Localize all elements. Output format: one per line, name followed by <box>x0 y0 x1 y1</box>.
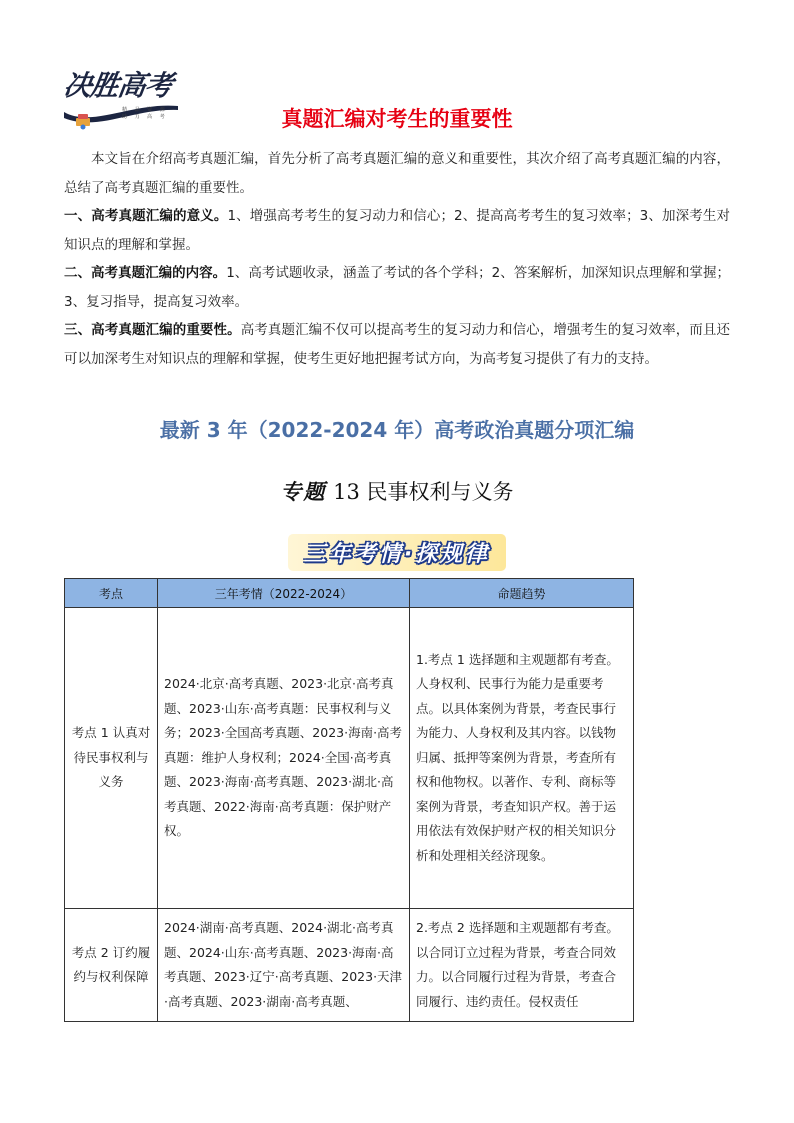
topic-prefix: 专题 <box>280 479 327 504</box>
intro-paragraph: 本文旨在介绍高考真题汇编，首先分析了高考真题汇编的意义和重要性，其次介绍了高考真题汇编的内容，总结了高考真题汇编的重要性。 <box>64 151 730 196</box>
section-body: 1、高考试题收录，涵盖了考试的各个学科；2、答案解析，加深知识点理解和掌握；3、复习指导，提高复习效率。 <box>64 265 730 310</box>
topic-title <box>0 476 794 506</box>
exam-analysis-table <box>64 578 634 1022</box>
section-meaning <box>64 202 730 259</box>
topic-name: 民事权利与义务 <box>366 480 514 504</box>
logo-text: 决胜高考 <box>61 69 175 102</box>
years-cell: 2024·北京·高考真题、2023·北京·高考真题、2023·山东·高考真题：民事权利与义务；2023·全国高考真题、2023·海南·高考真题：维护人身权利；2024·全国·高考真题、2023·海南·高考真题、2023·湖北·高考真题、2022·海南·高考真题：保护财产权。 <box>158 608 410 909</box>
banner-label: 三年考情·探规律 <box>288 534 506 571</box>
header-years: 三年考情（2022-2024） <box>158 579 410 608</box>
trend-cell: 1.考点 1 选择题和主观题都有考查。人身权利、民事行为能力是重要考点。以具体案例为背景，考查民事行为能力、人身权利及其内容。以钱物归属、抵押等案例为背景，考查所有权和他物权。以著作、专利、商标等案例为背景，考查知识产权。善于运用依法有效保护财产权的相关知识分析和处理相关经济现象。 <box>410 608 634 909</box>
section-body: 1、增强高考考生的复习动力和信心；2、提高高考考生的复习效率；3、加深考生对知识点的理解和掌握。 <box>64 208 730 253</box>
trend-cell: 2.考点 2 选择题和主观题都有考查。以合同订立过程为背景，考查合同效力。以合同履行过程为背景，考查合同履行、违约责任。侵权责任 <box>410 909 634 1022</box>
header-point: 考点 <box>65 579 158 608</box>
section-heading: 一、高考真题汇编的意义。 <box>64 208 228 224</box>
table-row <box>65 909 634 1022</box>
table-header-row <box>65 579 634 608</box>
years-cell: 2024·湖南·高考真题、2024·湖北·高考真题、2024·山东·高考真题、2023·海南·高考真题、2023·辽宁·高考真题、2023·天津·高考真题、2023·湖南·高考真题、 <box>158 909 410 1022</box>
section-content <box>64 259 730 316</box>
table-row <box>65 608 634 909</box>
point-cell: 考点 1 认真对待民事权利与义务 <box>65 608 158 909</box>
point-cell: 考点 2 订约履约与权利保障 <box>65 909 158 1022</box>
section-importance <box>64 316 730 373</box>
collection-heading: 最新 3 年（2022-2024 年）高考政治真题分项汇编 <box>159 418 635 442</box>
header-trend: 命题趋势 <box>410 579 634 608</box>
logo-subtitle: 精 品 资 源 · 助 力 高 考 <box>122 107 177 120</box>
section-heading: 二、高考真题汇编的内容。 <box>64 265 227 281</box>
section-heading: 三、高考真题汇编的重要性。 <box>64 322 241 338</box>
document-title: 真题汇编对考生的重要性 <box>281 107 513 131</box>
section-banner <box>0 534 794 571</box>
section-body: 高考真题汇编不仅可以提高考生的复习动力和信心，增强考生的复习效率，而且还可以加深考生对知识点的理解和掌握，使考生更好地把握考试方向，为高考复习提供了有力的支持。 <box>64 322 730 367</box>
topic-number: 13 <box>333 480 360 504</box>
